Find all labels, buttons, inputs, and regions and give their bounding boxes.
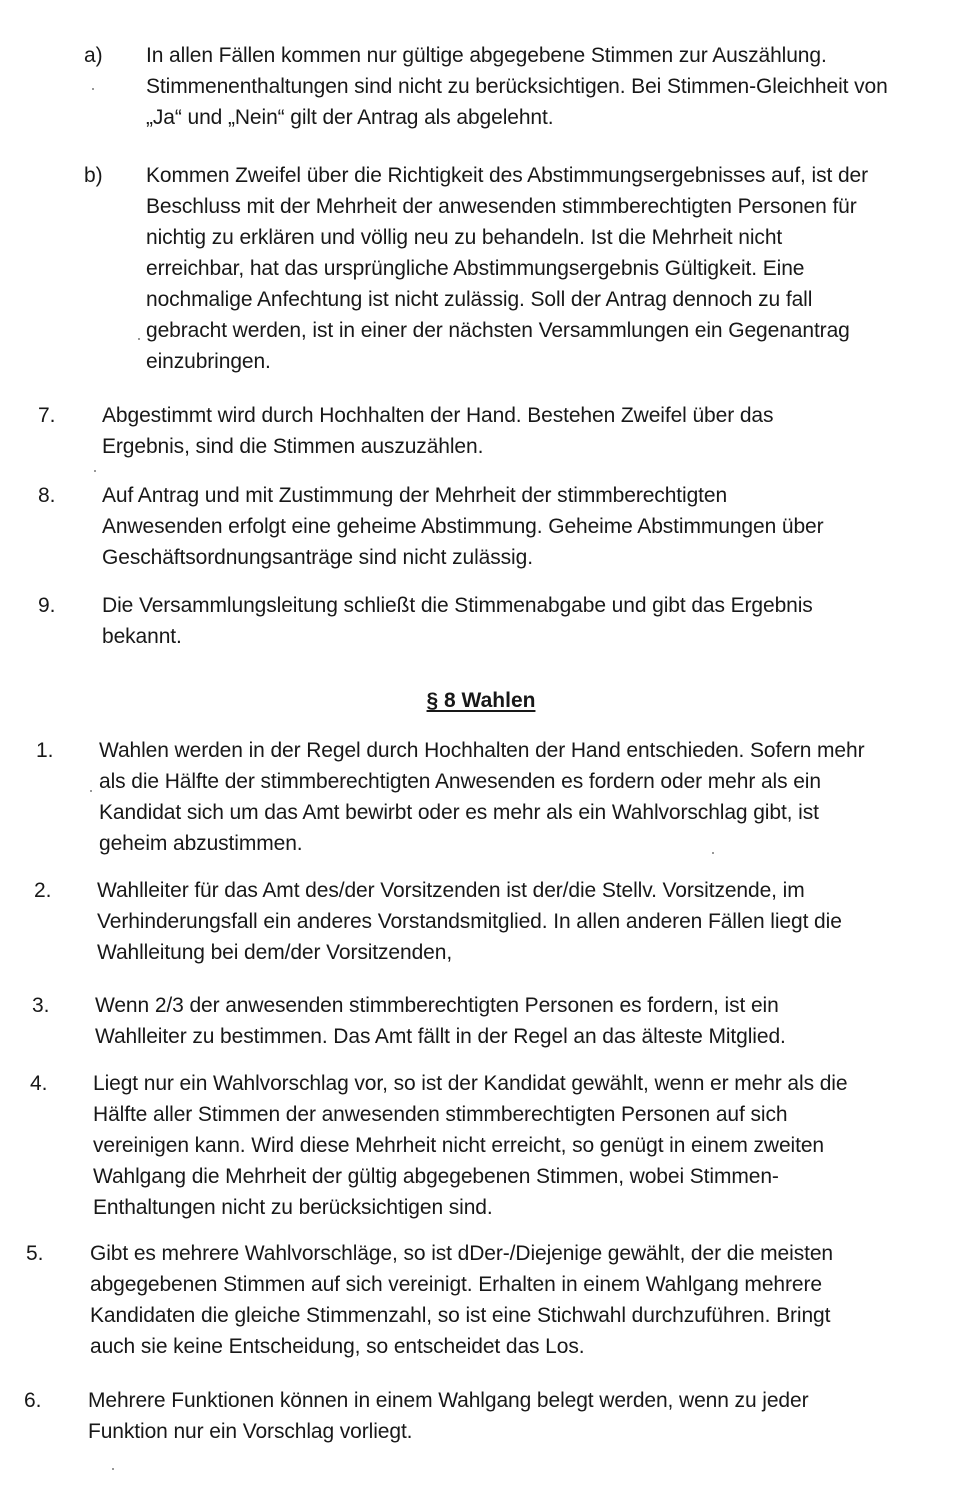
scan-speck — [94, 470, 96, 472]
list-number-9: 9. — [38, 594, 56, 617]
wahlen-text-2: Wahlleiter für das Amt des/der Vorsitzenden ist der/die Stellv. Vorsitzende, im Verhinderungsfall ein anderes Vorstandsmitglied. In allen anderen Fällen liegt die Wahlleitung bei dem/der Vorsitzenden, — [97, 879, 842, 964]
wahlen-number-6: 6. — [24, 1389, 42, 1412]
list-text-9: Die Versammlungsleitung schließt die Stimmenabgabe und gibt das Ergebnis bekannt. — [102, 594, 813, 648]
list-number-7: 7. — [38, 404, 56, 427]
list-text-b: Kommen Zweifel über die Richtigkeit des Abstimmungsergebnisses auf, ist der Beschluss mit der Mehrheit der anwesenden stimmberechtigten Personen für nichtig zu erklären und völlig neu zu behandeln. Ist die Mehrheit nicht erreichbar, hat das ursprüngliche Abstimmungsergebnis Gültigkeit. Eine nochmalige Anfechtung ist nicht zulässig. Soll der Antrag dennoch zu fall gebracht werden, ist in einer der nächsten Versammlungen ein Gegenantrag einzubringen. — [146, 164, 869, 373]
scan-speck — [138, 338, 140, 340]
list-text-8: Auf Antrag und mit Zustimmung der Mehrheit der stimmberechtigten Anwesenden erfolgt eine geheime Abstimmung. Geheime Abstimmungen über Geschäftsordnungsanträge sind nicht zulässig. — [102, 484, 824, 569]
wahlen-number-1: 1. — [36, 739, 54, 762]
list-text-7: Abgestimmt wird durch Hochhalten der Hand. Bestehen Zweifel über das Ergebnis, sind die Stimmen auszuzählen. — [102, 404, 774, 458]
wahlen-text-3: Wenn 2/3 der anwesenden stimmberechtigten Personen es fordern, ist ein Wahlleiter zu bestimmen. Das Amt fällt in der Regel an das älteste Mitglied. — [95, 994, 786, 1048]
wahlen-text-4: Liegt nur ein Wahlvorschlag vor, so ist der Kandidat gewählt, wenn er mehr als die Hälfte aller Stimmen der anwesenden stimmberechtigten Personen auf sich vereinigen kann. Wird diese Mehrheit nicht erreicht, so genügt in einem zweiten Wahlgang die Mehrheit der gültig abgegebenen Stimmen, wobei Stimmen-Enthaltungen nicht zu berücksichtigen sind. — [93, 1072, 848, 1219]
list-label-b: b) — [84, 164, 103, 187]
wahlen-number-5: 5. — [26, 1242, 44, 1265]
scan-speck — [712, 852, 714, 854]
scan-speck — [112, 1468, 114, 1470]
section-heading — [0, 686, 954, 716]
wahlen-text-5: Gibt es mehrere Wahlvorschläge, so ist dDer-/Diejenige gewählt, der die meisten abgegebenen Stimmen auf sich vereinigt. Erhalten in einem Wahlgang mehrere Kandidaten die gleiche Stimmenzahl, so ist eine Stichwahl durchzuführen. Bringt auch sie keine Entscheidung, so entscheidet das Los. — [90, 1242, 833, 1358]
scan-speck — [90, 790, 92, 792]
wahlen-number-4: 4. — [30, 1072, 48, 1095]
section-heading-text: § 8 Wahlen — [426, 689, 536, 712]
list-text-a: In allen Fällen kommen nur gültige abgegebene Stimmen zur Auszählung. Stimmenenthaltungen sind nicht zu berücksichtigen. Bei Stimmen-Gleichheit von „Ja“ und „Nein“ gilt der Antrag als abgelehnt. — [146, 44, 888, 129]
scan-speck — [92, 88, 94, 90]
list-number-8: 8. — [38, 484, 56, 507]
wahlen-number-3: 3. — [32, 994, 50, 1017]
wahlen-number-2: 2. — [34, 879, 52, 902]
wahlen-text-6: Mehrere Funktionen können in einem Wahlgang belegt werden, wenn zu jeder Funktion nur ein Vorschlag vorliegt. — [88, 1389, 809, 1443]
list-label-a: a) — [84, 44, 103, 67]
wahlen-text-1: Wahlen werden in der Regel durch Hochhalten der Hand entschieden. Sofern mehr als die Hälfte der stimmberechtigten Anwesenden es fordern oder mehr als ein Kandidat sich um das Amt bewirbt oder es mehr als ein Wahlvorschlag gibt, ist geheim abzustimmen. — [99, 739, 865, 855]
